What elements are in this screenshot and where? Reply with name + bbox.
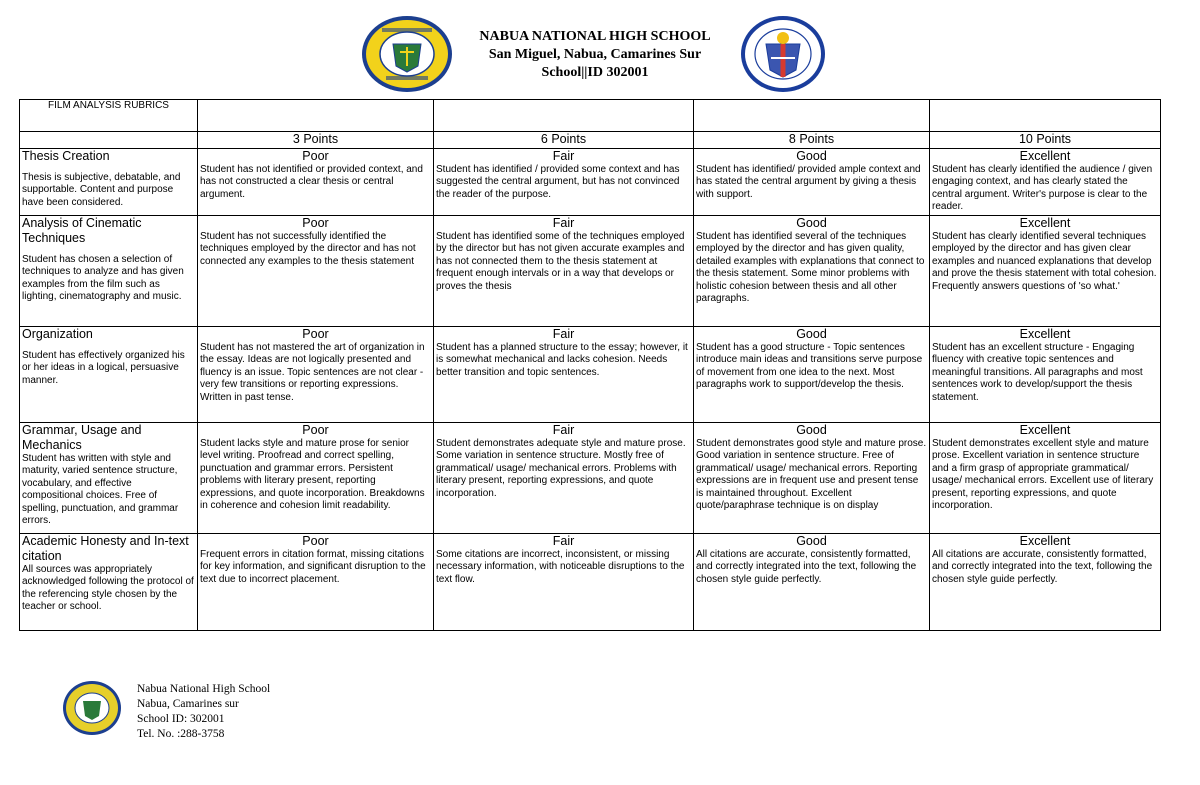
level-description: Student has identified / provided some context and has suggested the central argument, but has not convinced the reader of the purpose. — [436, 164, 680, 200]
level-label: Fair — [552, 149, 575, 163]
rubric-cell — [694, 327, 930, 423]
blank-cell — [434, 100, 694, 132]
table-title-row — [20, 100, 1161, 132]
level-description: Student has clearly identified the audience / given engaging context, and has clearly stated the central argument. Writer's purpose is clear to the reader. — [932, 164, 1153, 213]
footer-school-name: Nabua National High School — [137, 683, 271, 695]
level-label: Poor — [302, 327, 329, 341]
level-description: Student has clearly identified several techniques employed by the director and has given clear examples and nuanced explanations that develop and prove the thesis statement with total cohesion. Frequently answers questions of 'so what.' — [932, 231, 1157, 292]
level-label: Poor — [302, 423, 329, 437]
table-row — [20, 149, 1161, 216]
rubric-cell — [694, 534, 930, 631]
school-name: NABUA NATIONAL HIGH SCHOOL — [479, 29, 711, 44]
level-label: Excellent — [1019, 327, 1071, 341]
level-description: Student has a planned structure to the essay; however, it is somewhat mechanical and lacks cohesion. Needs better transition and topic sentences. — [436, 342, 688, 378]
level-description: Student demonstrates excellent style and mature prose. Excellent variation in sentence structure and a firm grasp of appropriate grammatical/ usage/ mechanical errors. Excellent use of literary present, reporting expressions, and quote incorporation. — [932, 438, 1154, 512]
level-label: Good — [796, 327, 827, 341]
level-description: Some citations are incorrect, inconsistent, or missing necessary information, with noticeable disruptions to the text flow. — [436, 549, 685, 585]
footer-school-id: School ID: 302001 — [137, 713, 225, 725]
rubric-cell — [930, 149, 1161, 216]
level-description: Student has not mastered the art of organization in the essay. Ideas are not logically presented and fluency is an issue. Topic sentences are not clear - very few transitions or reporting expressions. Written in past tense. — [200, 342, 425, 403]
level-description: Student has identified/ provided ample context and has stated the central argument by giving a thesis with support. — [696, 164, 921, 200]
criterion-description: Student has chosen a selection of techniques to analyze and has given examples from the film such as lighting, cinematography and music. — [22, 254, 184, 303]
school-seal-icon — [360, 14, 454, 94]
rubric-cell — [198, 534, 434, 631]
level-label: Good — [796, 216, 827, 230]
criterion-cell — [20, 327, 198, 423]
criterion-name: Academic Honesty and In-text citation — [22, 534, 189, 563]
points-header-row — [20, 132, 1161, 149]
school-address: San Miguel, Nabua, Camarines Sur — [488, 47, 702, 62]
points-header-3: 3 Points — [198, 132, 434, 149]
blank-cell — [930, 100, 1161, 132]
rubric-cell — [434, 423, 694, 534]
footer-contact — [137, 682, 270, 742]
rubric-cell — [434, 149, 694, 216]
level-label: Good — [796, 534, 827, 548]
rubric-cell — [434, 534, 694, 631]
rubric-cell — [198, 216, 434, 327]
rubric-cell — [694, 216, 930, 327]
level-label: Fair — [552, 534, 575, 548]
footer-school-seal-icon — [62, 680, 122, 736]
rubric-cell — [930, 216, 1161, 327]
rubric-title: FILM ANALYSIS RUBRICS — [20, 100, 198, 132]
level-label: Fair — [552, 327, 575, 341]
criterion-cell — [20, 423, 198, 534]
criterion-cell — [20, 216, 198, 327]
footer-telephone: Tel. No. :288-3758 — [137, 728, 225, 740]
level-label: Fair — [552, 216, 575, 230]
deped-seal-icon — [740, 14, 826, 94]
level-label: Good — [796, 149, 827, 163]
level-description: Student has not successfully identified the techniques employed by the director and has not connected any examples to the thesis statement — [200, 231, 416, 267]
level-label: Poor — [302, 216, 329, 230]
level-label: Poor — [302, 534, 329, 548]
blank-cell — [694, 100, 930, 132]
level-label: Good — [796, 423, 827, 437]
points-header-8: 8 Points — [694, 132, 930, 149]
table-row — [20, 216, 1161, 327]
level-description: Student has not identified or provided context, and has not constructed a clear thesis or central argument. — [200, 164, 423, 200]
rubric-cell — [198, 423, 434, 534]
criterion-cell — [20, 149, 198, 216]
letterhead — [0, 0, 1200, 100]
rubric-cell — [930, 327, 1161, 423]
points-header-6: 6 Points — [434, 132, 694, 149]
level-label: Excellent — [1019, 216, 1071, 230]
level-description: Student has identified some of the techniques employed by the director but has not given accurate examples and has not connected them to the thesis statement at frequent enough intervals or in a way that develops or proves the thesis — [436, 231, 685, 292]
table-row — [20, 423, 1161, 534]
criterion-description: Thesis is subjective, debatable, and supportable. Content and purpose have been considered. — [22, 172, 181, 208]
rubric-cell — [930, 423, 1161, 534]
level-description: Student has an excellent structure - Engaging fluency with creative topic sentences and meaningful transitions. All paragraphs and most sentences work to develop/support the thesis statement. — [932, 342, 1143, 403]
level-label: Poor — [302, 149, 329, 163]
criterion-cell — [20, 534, 198, 631]
points-header-10: 10 Points — [930, 132, 1161, 149]
rubric-cell — [434, 327, 694, 423]
level-description: Frequent errors in citation format, missing citations for key information, and significant disruption to the text due to incorrect placement. — [200, 549, 426, 585]
rubric-cell — [434, 216, 694, 327]
school-info — [455, 28, 735, 82]
level-description: All citations are accurate, consistently formatted, and correctly integrated into the text, following the chosen style guide perfectly. — [932, 549, 1153, 585]
criterion-description: Student has written with style and maturity, varied sentence structure, vocabulary, and effective compositional choices. Free of spelling, punctuation, and grammar errors. — [22, 453, 179, 527]
rubric-cell — [694, 149, 930, 216]
level-label: Excellent — [1019, 149, 1071, 163]
level-description: Student demonstrates adequate style and mature prose. Some variation in sentence structure. Mostly free of grammatical/ usage/ mechanical errors. Problems with literary present, reporting expressions, and quote incorporation. — [436, 438, 686, 499]
level-label: Excellent — [1019, 423, 1071, 437]
level-description: Student demonstrates good style and mature prose. Good variation in sentence structure. Free of grammatical/ usage/ mechanical errors. Reporting expressions are in frequent use and present tense is maintained throughout. Excellent quote/paraphrase technique is on display — [696, 438, 927, 512]
film-analysis-rubric-table — [19, 99, 1161, 631]
blank-cell — [198, 100, 434, 132]
criterion-name: Thesis Creation — [22, 149, 110, 163]
rubric-cell — [694, 423, 930, 534]
table-row — [20, 327, 1161, 423]
level-description: Student lacks style and mature prose for senior level writing. Proofread and correct spelling, punctuation and grammar errors. Persistent problems with literary present, reporting expressions, and quote incorporation. Breakdowns in coherence and cohesion limit readability. — [200, 438, 425, 512]
footer-address: Nabua, Camarines sur — [137, 698, 239, 710]
criterion-description: All sources was appropriately acknowledged following the protocol of the referencing style chosen by the teacher or school. — [22, 564, 194, 613]
criterion-name: Organization — [22, 327, 93, 341]
blank-cell — [20, 132, 198, 149]
level-description: All citations are accurate, consistently formatted, and correctly integrated into the text, following the chosen style guide perfectly. — [696, 549, 917, 585]
table-row — [20, 534, 1161, 631]
criterion-name: Analysis of Cinematic Techniques — [22, 216, 142, 245]
rubric-cell — [930, 534, 1161, 631]
level-description: Student has identified several of the techniques employed by the director and has given quality, detailed examples with explanations that connect to the thesis statement. Some minor problems with holistic cohesion between thesis and all other paragraphs. — [696, 231, 925, 305]
level-description: Student has a good structure - Topic sentences introduce main ideas and transitions serve purpose of movement from one idea to the next. Most paragraphs work to support/develop the thesis. — [696, 342, 923, 391]
school-id: School||ID 302001 — [541, 65, 649, 80]
criterion-description: Student has effectively organized his or her ideas in a logical, persuasive manner. — [22, 350, 185, 386]
level-label: Excellent — [1019, 534, 1071, 548]
level-label: Fair — [552, 423, 575, 437]
rubric-cell — [198, 327, 434, 423]
rubric-cell — [198, 149, 434, 216]
criterion-name: Grammar, Usage and Mechanics — [22, 423, 142, 452]
